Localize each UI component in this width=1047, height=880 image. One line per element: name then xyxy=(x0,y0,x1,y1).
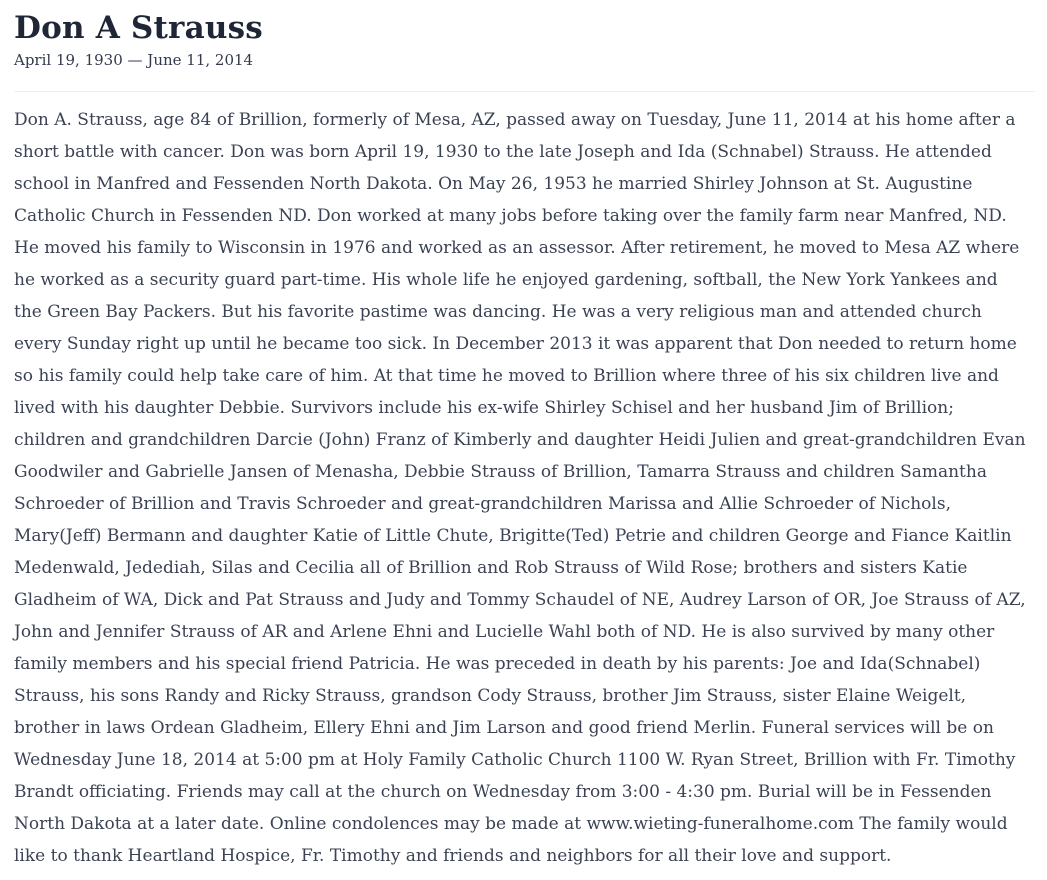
page-title: Don A Strauss xyxy=(14,10,263,46)
header-divider xyxy=(14,91,1035,92)
obituary-body-text: Don A. Strauss, age 84 of Brillion, formerly of Mesa, AZ, passed away on Tuesday, June 11, 2014 at his home after a short battle with cancer. Don was born April 19, 1930 to the late Joseph and Ida (Schnabel) Strauss. He attended school in Manfred and Fessenden North Dakota. On May 26, 1953 he married Shirley Johnson at St. Augustine Catholic Church in Fessenden ND. Don worked at many jobs before taking over the family farm near Manfred, ND. He moved his family to Wisconsin in 1976 and worked as an assessor. After retirement, he moved to Mesa AZ where he worked as a security guard part-time. His whole life he enjoyed gardening, softball, the New York Yankees and the Green Bay Packers. But his favorite pastime was dancing. He was a very religious man and attended church every Sunday right up until he became too sick. In December 2013 it was apparent that Don needed to return home so his family could help take care of him. At that time he moved to Brillion where three of his six children live and lived with his daughter Debbie. Survivors include his ex-wife Shirley Schisel and her husband Jim of Brillion; children and grandchildren Darcie (John) Franz of Kimberly and daughter Heidi Julien and great-grandchildren Evan Goodwiler and Gabrielle Jansen of Menasha, Debbie Strauss of Brillion, Tamarra Strauss and children Samantha Schroeder of Brillion and Travis Schroeder and great-grandchildren Marissa and Allie Schroeder of Nichols, Mary(Jeff) Bermann and daughter Katie of Little Chute, Brigitte(Ted) Petrie and children George and Fiance Kaitlin Medenwald, Jedediah, Silas and Cecilia all of Brillion and Rob Strauss of Wild Rose; brothers and sisters Katie Gladheim of WA, Dick and Pat Strauss and Judy and Tommy Schaudel of NE, Audrey Larson of OR, Joe Strauss of AZ, John and Jennifer Strauss of AR and Arlene Ehni and Lucielle Wahl both of ND. He is also survived by many other family members and his special friend Patricia. He was preceded in death by his parents: Joe and Ida(Schnabel) Strauss, his sons Randy and Ricky Strauss, grandson Cody Strauss, brother Jim Strauss, sister Elaine Weigelt, brother in laws Ordean Gladheim, Ellery Ehni and Jim Larson and good friend Merlin. Funeral services will be on Wednesday June 18, 2014 at 5:00 pm at Holy Family Catholic Church 1100 W. Ryan Street, Brillion with Fr. Timothy Brandt officiating. Friends may call at the church on Wednesday from 3:00 - 4:30 pm. Burial will be in Fessenden North Dakota at a later date. Online condolences may be made at www.wieting-funeralhome.com The family would like to thank Heartland Hospice, Fr. Timothy and friends and neighbors for all their love and support. xyxy=(14,109,1026,866)
obituary-header xyxy=(14,10,1035,70)
life-dates: April 19, 1930 — June 11, 2014 xyxy=(14,51,254,70)
